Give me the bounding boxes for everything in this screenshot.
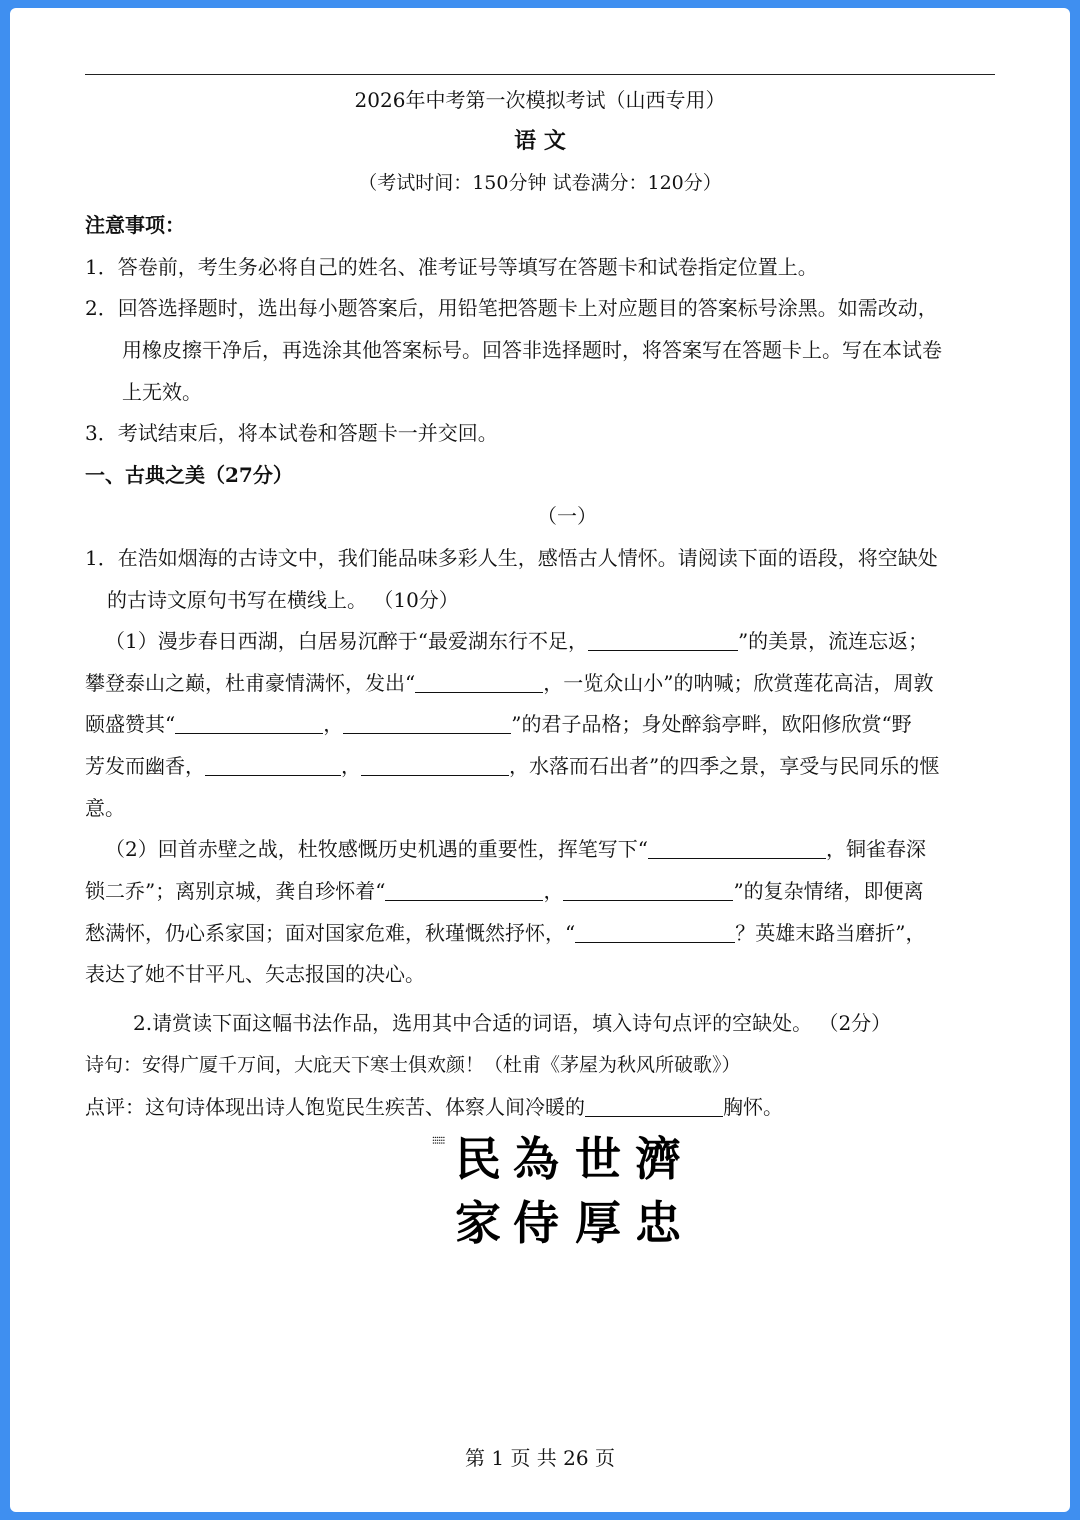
- notice-item-2-line3: 上无效。: [122, 380, 202, 404]
- q2-comment-text: 胸怀。: [723, 1095, 783, 1119]
- q1-p1-text: ”的美景，流连忘返；: [737, 629, 929, 653]
- answer-blank[interactable]: [385, 880, 543, 901]
- answer-blank[interactable]: [648, 838, 826, 859]
- calligraphy-char: 侍: [513, 1196, 559, 1250]
- section1-heading: 一、古典之美（27分）: [85, 463, 293, 487]
- calligraphy-char: 忠: [635, 1196, 681, 1250]
- q1-p1-text: 颐盛赞其“: [85, 712, 176, 736]
- q1-p1-text: （1）漫步春日西湖，白居易沉醉于“最爱湖东行不足，: [105, 629, 588, 653]
- q1-p1-text: ，: [341, 754, 361, 778]
- calligraphy-char: 世: [575, 1132, 621, 1186]
- answer-blank[interactable]: [585, 1096, 723, 1117]
- q1-p2-text: 锁二乔”；离别京城，龚自珍怀着“: [85, 879, 386, 903]
- notice-heading: 注意事项：: [85, 213, 185, 237]
- q1-p2-text: ，: [543, 879, 564, 903]
- q1-prompt-line1: 1．在浩如烟海的古诗文中，我们能品味多彩人生，感悟古人情怀。请阅读下面的语段，将空缺处: [85, 546, 938, 570]
- q1-p2-text: ”的复杂情绪，即便离: [733, 879, 924, 903]
- calligraphy-char: 厚: [575, 1196, 621, 1250]
- calligraphy-char: 民: [455, 1132, 501, 1186]
- q1-p2-text: ，铜雀春深: [825, 837, 926, 861]
- q1-p1-line4: [85, 754, 939, 778]
- q1-p1-text: 芳发而幽香，: [85, 754, 205, 778]
- section1-part-label: （一）: [537, 504, 597, 528]
- notice-item-1: 1．答卷前，考生务必将自己的姓名、准考证号等填写在答题卡和试卷指定位置上。: [85, 255, 818, 279]
- q1-p2-line3: [85, 921, 925, 945]
- answer-blank[interactable]: [575, 922, 735, 943]
- q1-p1-line2: [85, 671, 933, 695]
- header-rule: [85, 74, 995, 75]
- q1-p1-text: ”的君子品格；身处醉翁亭畔，欧阳修欣赏“野: [511, 712, 912, 736]
- answer-blank[interactable]: [205, 755, 341, 776]
- exam-page: [10, 8, 1070, 1512]
- answer-blank[interactable]: [415, 672, 543, 693]
- q1-p2-line4: 表达了她不甘平凡、矢志报国的决心。: [85, 962, 425, 986]
- answer-blank[interactable]: [343, 713, 511, 734]
- page-number: 第 1 页 共 26 页: [465, 1446, 615, 1470]
- q2-comment-text: 点评：这句诗体现出诗人饱览民生疾苦、体察人间冷暖的: [85, 1095, 585, 1119]
- answer-blank[interactable]: [361, 755, 509, 776]
- q1-p2-text: （2）回首赤壁之战，杜牧感慨历史机遇的重要性，挥笔写下“: [105, 837, 648, 861]
- q2-comment: [85, 1095, 783, 1119]
- answer-blank[interactable]: [563, 880, 733, 901]
- q1-p2-text: ？英雄末路当磨折”，: [735, 921, 926, 945]
- q2-prompt: 2.请赏读下面这幅书法作品，选用其中合适的词语，填入诗句点评的空缺处。 （2分）: [133, 1011, 892, 1035]
- q1-p1-line1: [105, 629, 928, 653]
- exam-info: （考试时间：150分钟 试卷满分：120分）: [358, 172, 722, 194]
- calligraphy-artwork: [405, 1128, 695, 1268]
- q1-p2-line1: [105, 837, 926, 861]
- notice-item-2-line2: 用橡皮擦干净后，再选涂其他答案标号。回答非选择题时，将答案写在答题卡上。写在本试卷: [122, 338, 942, 362]
- q1-p2-line2: [85, 879, 924, 903]
- q1-p1-text: 攀登泰山之巅，杜甫豪情满怀，发出“: [85, 671, 416, 695]
- calligraphy-signature-mark: ⸽⸽⸽: [432, 1136, 445, 1145]
- q1-p1-line3: [85, 712, 912, 736]
- q1-prompt-line2: 的古诗文原句书写在横线上。 （10分）: [107, 588, 459, 612]
- q1-p2-text: 愁满怀，仍心系家国；面对国家危难，秋瑾慨然抒怀，“: [85, 921, 576, 945]
- q1-p1-text: ，水落而石出者”的四季之景，享受与民同乐的惬: [509, 754, 940, 778]
- answer-blank[interactable]: [588, 630, 738, 651]
- q2-poem: 诗句：安得广厦千万间，大庇天下寒士俱欢颜！（杜甫《茅屋为秋风所破歌》）: [85, 1054, 741, 1076]
- subject-title: 语 文: [514, 128, 566, 154]
- calligraphy-char: 為: [513, 1132, 559, 1186]
- notice-item-3: 3．考试结束后，将本试卷和答题卡一并交回。: [85, 421, 498, 445]
- q1-p1-text: ，: [323, 712, 344, 736]
- calligraphy-char: 濟: [635, 1132, 681, 1186]
- calligraphy-char: 家: [455, 1196, 501, 1250]
- answer-blank[interactable]: [175, 713, 323, 734]
- q1-p1-line5: 意。: [85, 796, 125, 820]
- notice-item-2-line1: 2．回答选择题时，选出每小题答案后，用铅笔把答题卡上对应题目的答案标号涂黑。如需改动，: [85, 296, 938, 320]
- exam-title: 2026年中考第一次模拟考试（山西专用）: [354, 88, 726, 112]
- q1-p1-text: ，一览众山小”的呐喊；欣赏莲花高洁，周敦: [543, 671, 934, 695]
